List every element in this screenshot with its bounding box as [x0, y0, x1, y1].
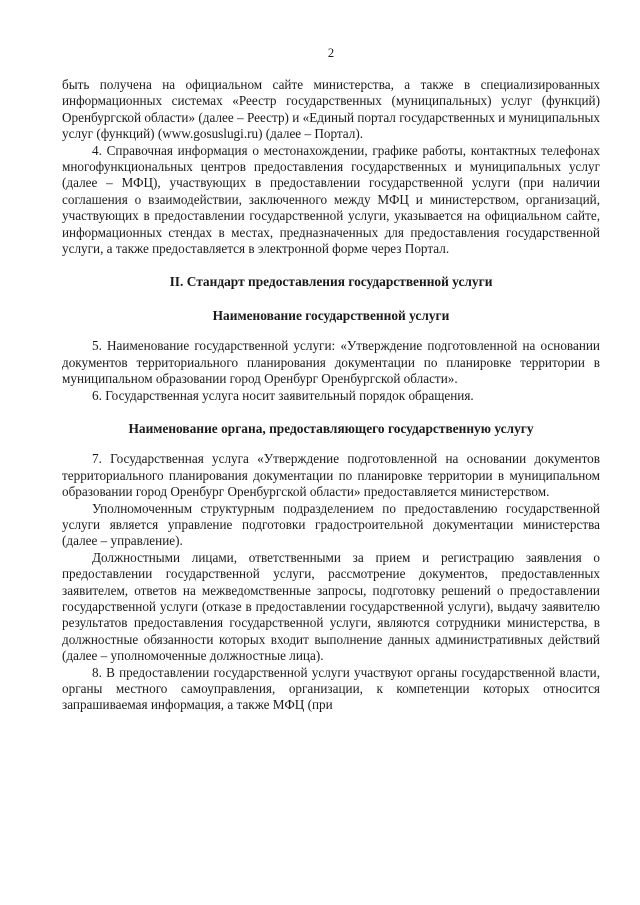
- paragraph-5: 5. Наименование государственной услуги: «Утверждение подготовленной на основании документов территориального планирования документации по планировке территории в муниципальном образовании город Оренбург Оренбургской области».: [62, 338, 600, 387]
- paragraph-intro-continuation: быть получена на официальном сайте министерства, а также в специализированных информационных системах «Реестр государственных (муниципальных) услуг (функций) Оренбургской области» (далее – Реестр) и «Единый портал государственных и муниципальных услуг (функций) (www.gosuslugi.ru) (далее – Портал).: [62, 77, 600, 142]
- paragraph-6: 6. Государственная услуга носит заявительный порядок обращения.: [92, 387, 474, 403]
- subheading-providing-body: Наименование органа, предоставляющего государственную услугу: [128, 420, 534, 436]
- paragraph-7: 7. Государственная услуга «Утверждение подготовленной на основании документов территориального планирования документации по планировке территории в муниципальном образовании город Оренбург Оренбургской области» предоставляется министерством.: [62, 451, 600, 500]
- paragraph-officials: Должностными лицами, ответственными за прием и регистрацию заявления о предоставлении государственной услуги, рассмотрение документов, предоставленных заявителем, ответов на межведомственные запросы, подготовку решений о предоставлении государственной услуги (отказе в предоставлении государственной услуги), выдачу заявителю результатов предоставления государственной услуги, являются сотрудники министерства, в должностные обязанности которых входит выполнение данных административных действий (далее – уполномоченные должностные лица).: [62, 549, 600, 664]
- subheading-service-name: Наименование государственной услуги: [212, 307, 450, 323]
- paragraph-authorized-unit: Уполномоченным структурным подразделением по предоставлению государственной услуги является управление подготовки градостроительной документации министерства (далее – управление).: [62, 500, 600, 549]
- section-heading: II. Стандарт предоставления государственной услуги: [169, 274, 493, 290]
- paragraph-8: 8. В предоставлении государственной услуги участвуют органы государственной власти, органы местного самоуправления, организации, к компетенции которых относится запрашиваемая информация, а также МФЦ (при: [62, 664, 600, 713]
- paragraph-4: 4. Справочная информация о местонахождении, графике работы, контактных телефонах многофункциональных центров предоставления государственных и муниципальных услуг (далее – МФЦ), участвующих в предоставлении государственной услуги (при наличии соглашения о взаимодействии, заключенного между МФЦ и министерством, организаций, участвующих в предоставлении государственной услуги, указывается на официальном сайте, информационных стендах в местах, предназначенных для предоставления государственной услуги, а также предоставляется в электронной форме через Портал.: [62, 142, 600, 257]
- page-number: 2: [327, 46, 335, 60]
